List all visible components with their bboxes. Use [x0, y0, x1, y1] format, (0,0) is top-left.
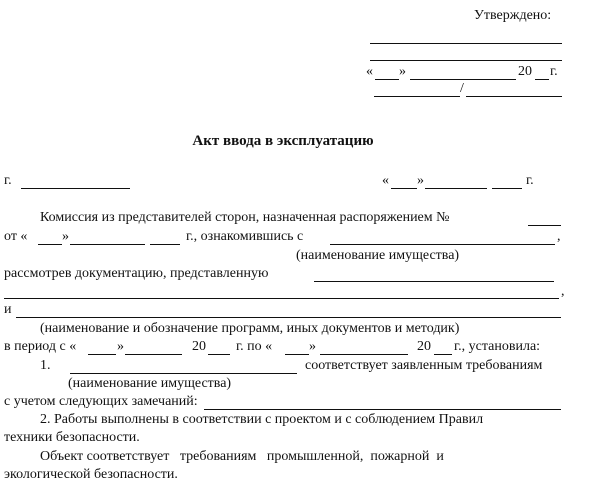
- approval-slash: /: [460, 81, 464, 96]
- p1-day-blank: [38, 244, 62, 245]
- and-word: и: [4, 302, 12, 317]
- p1-close-quote: »: [62, 229, 69, 244]
- page-title: Акт ввода в эксплуатацию: [192, 133, 374, 149]
- period-from: в период с «: [4, 339, 77, 354]
- period-to-close-quote: »: [309, 339, 316, 354]
- caption-property-2: (наименование имущества): [68, 376, 232, 391]
- item1-property-blank: [70, 373, 297, 374]
- p1-month-blank: [70, 244, 145, 245]
- presented-by-blank: [314, 281, 554, 282]
- full-line-2: [16, 317, 561, 318]
- p1-line2-from: от «: [4, 229, 28, 244]
- place-day-blank: [391, 188, 417, 189]
- approval-date-close-quote: »: [399, 64, 406, 79]
- p1-line2-text: г., ознакомившись с: [186, 229, 304, 244]
- p1-line2-comma: ,: [557, 229, 561, 244]
- period-from-month-blank: [125, 354, 182, 355]
- period-from-year-blank: [208, 354, 230, 355]
- period-from-day-blank: [88, 354, 116, 355]
- item1-number: 1.: [40, 358, 51, 373]
- approval-year-blank: [535, 79, 549, 80]
- approval-line-2: [370, 60, 562, 61]
- approval-line-1: [370, 43, 562, 44]
- city-prefix: г.: [4, 173, 12, 188]
- period-from-close-quote: »: [117, 339, 124, 354]
- place-month-blank: [425, 188, 487, 189]
- full-line-1: [4, 298, 559, 299]
- item2-line1: 2. Работы выполнены в соответствии с проектом и с соблюдением Правил: [40, 412, 484, 427]
- approval-year-suffix: г.: [550, 64, 558, 79]
- property-name-blank: [330, 244, 555, 245]
- object-line2: экологической безопасности.: [4, 467, 178, 482]
- item1-text: соответствует заявленным требованиям: [305, 358, 543, 373]
- approval-month-blank: [410, 79, 516, 80]
- remarks-label: с учетом следующих замечаний:: [4, 394, 198, 409]
- order-number-blank: [528, 225, 561, 226]
- period-to-day-blank: [285, 354, 309, 355]
- caption-property: (наименование имущества): [296, 248, 460, 263]
- full-line-comma: ,: [561, 284, 565, 299]
- period-established: г., установила:: [454, 339, 541, 354]
- approval-name-blank: [466, 96, 562, 97]
- object-line1: Объект соответствует требованиям промышленной, пожарной и: [40, 449, 444, 464]
- place-year-blank: [492, 188, 522, 189]
- remarks-blank: [204, 409, 561, 410]
- period-to: г. по «: [236, 339, 273, 354]
- period-to-year-prefix: 20: [417, 339, 431, 354]
- p2-line: рассмотрев документацию, представленную: [4, 266, 269, 281]
- place-year-suffix: г.: [526, 173, 534, 188]
- item2-line2: техники безопасности.: [4, 430, 140, 445]
- p1-year-blank: [150, 244, 180, 245]
- place-date-close-quote: »: [417, 173, 424, 188]
- approval-day-blank: [375, 79, 399, 80]
- place-date-open-quote: «: [382, 173, 389, 188]
- p1-line1: Комиссия из представителей сторон, назначенная распоряжением №: [40, 210, 450, 225]
- approval-year-prefix: 20: [518, 64, 532, 79]
- caption-programs: (наименование и обозначение программ, иных документов и методик): [40, 321, 460, 336]
- period-to-month-blank: [320, 354, 408, 355]
- period-to-year-blank: [434, 354, 452, 355]
- approval-label: Утверждено:: [474, 8, 552, 23]
- approval-signature-blank: [374, 96, 460, 97]
- city-blank: [21, 188, 130, 189]
- approval-date-open-quote: «: [366, 64, 373, 79]
- period-from-year-prefix: 20: [192, 339, 206, 354]
